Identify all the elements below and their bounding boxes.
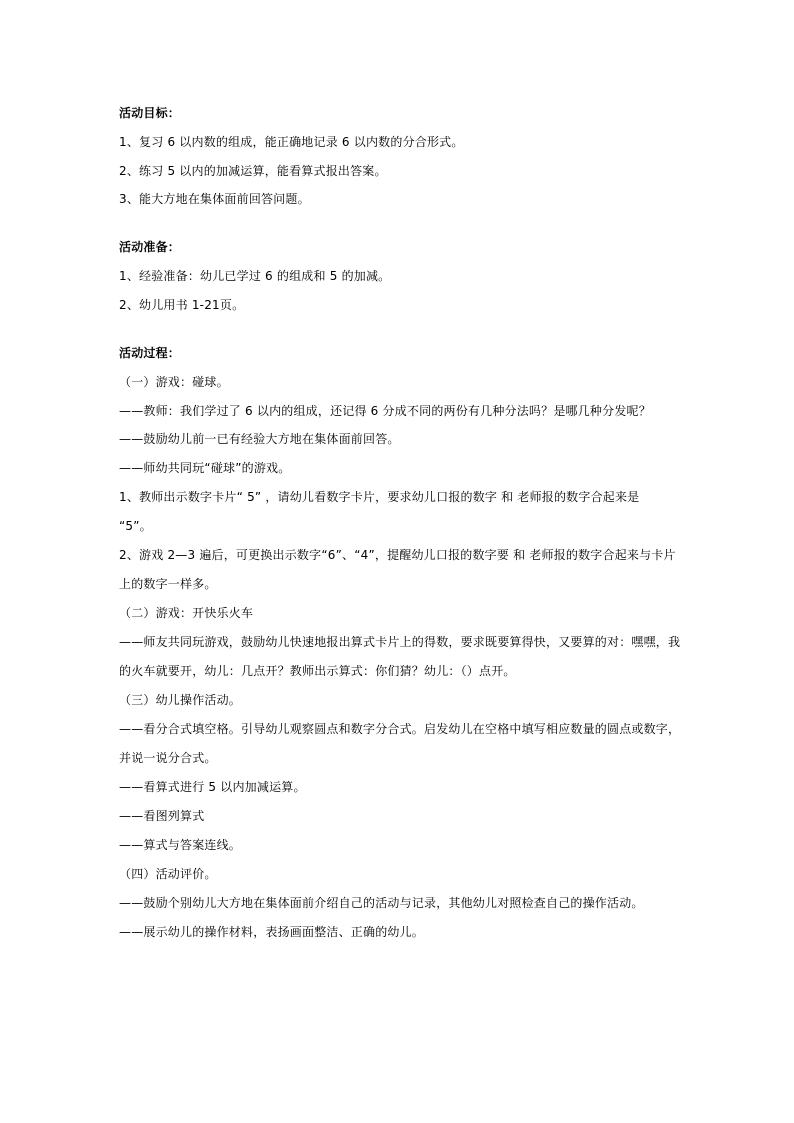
- process-line-17: ——算式与答案连线。: [119, 838, 242, 852]
- prep-heading: 活动准备：: [119, 240, 181, 254]
- process-line-9: （二）游戏：开快乐火车: [119, 606, 254, 620]
- process-line-12: （三）幼儿操作活动。: [119, 693, 242, 707]
- process-line-7: 2、游戏 2—3 遍后，可更换出示数字“6”、“4”，提醒幼儿口报的数字要 和 老师报的数字合起来与卡片: [119, 548, 676, 562]
- process-line-6: “5”。: [119, 519, 152, 533]
- process-line-5: 1、教师出示数字卡片“ 5” ，请幼儿看数字卡片，要求幼儿口报的数字 和 老师报的数字合起来是: [119, 490, 640, 504]
- process-line-18: （四）活动评价。: [119, 867, 217, 881]
- process-line-19: ——鼓励个别幼儿大方地在集体面前介绍自己的活动与记录，其他幼儿对照检查自己的操作活动。: [119, 896, 644, 910]
- process-line-4: ——师幼共同玩“碰球”的游戏。: [119, 461, 291, 475]
- process-line-20: ——展示幼儿的操作材料，表扬画面整洁、正确的幼儿。: [119, 925, 425, 939]
- process-line-8: 上的数字一样多。: [119, 577, 217, 591]
- process-line-13: ——看分合式填空格。引导幼儿观察圆点和数字分合式。启发幼儿在空格中填写相应数量的圆点或数字，: [119, 722, 681, 736]
- goals-heading: 活动目标：: [119, 106, 181, 120]
- process-line-14: 并说一说分合式。: [119, 751, 217, 765]
- prep-item-1: 1、经验准备：幼儿已学过 6 的组成和 5 的加减。: [119, 269, 391, 283]
- process-line-15: ——看算式进行 5 以内加减运算。: [119, 780, 306, 794]
- process-line-16: ——看图列算式: [119, 809, 205, 823]
- process-line-11: 的火车就要开，幼儿：几点开？教师出示算式：你们猜？幼儿：（）点开。: [119, 664, 516, 678]
- prep-item-2: 2、幼儿用书 1-21页。: [119, 298, 245, 312]
- goal-item-1: 1、复习 6 以内数的组成，能正确地记录 6 以内数的分合形式。: [119, 135, 464, 149]
- process-heading: 活动过程：: [119, 346, 181, 360]
- goal-item-2: 2、练习 5 以内的加减运算，能看算式报出答案。: [119, 164, 387, 178]
- process-line-2: ——教师：我们学过了 6 以内的组成，还记得 6 分成不同的两份有几种分法吗？是哪几种分发呢？: [119, 404, 651, 418]
- process-line-10: ——师友共同玩游戏，鼓励幼儿快速地报出算式卡片上的得数，要求既要算得快，又要算的对：嘿嘿，我: [119, 635, 681, 649]
- process-line-1: （一）游戏：碰球。: [119, 375, 229, 389]
- goal-item-3: 3、能大方地在集体面前回答问题。: [119, 192, 310, 206]
- process-line-3: ——鼓励幼儿前一已有经验大方地在集体面前回答。: [119, 432, 400, 446]
